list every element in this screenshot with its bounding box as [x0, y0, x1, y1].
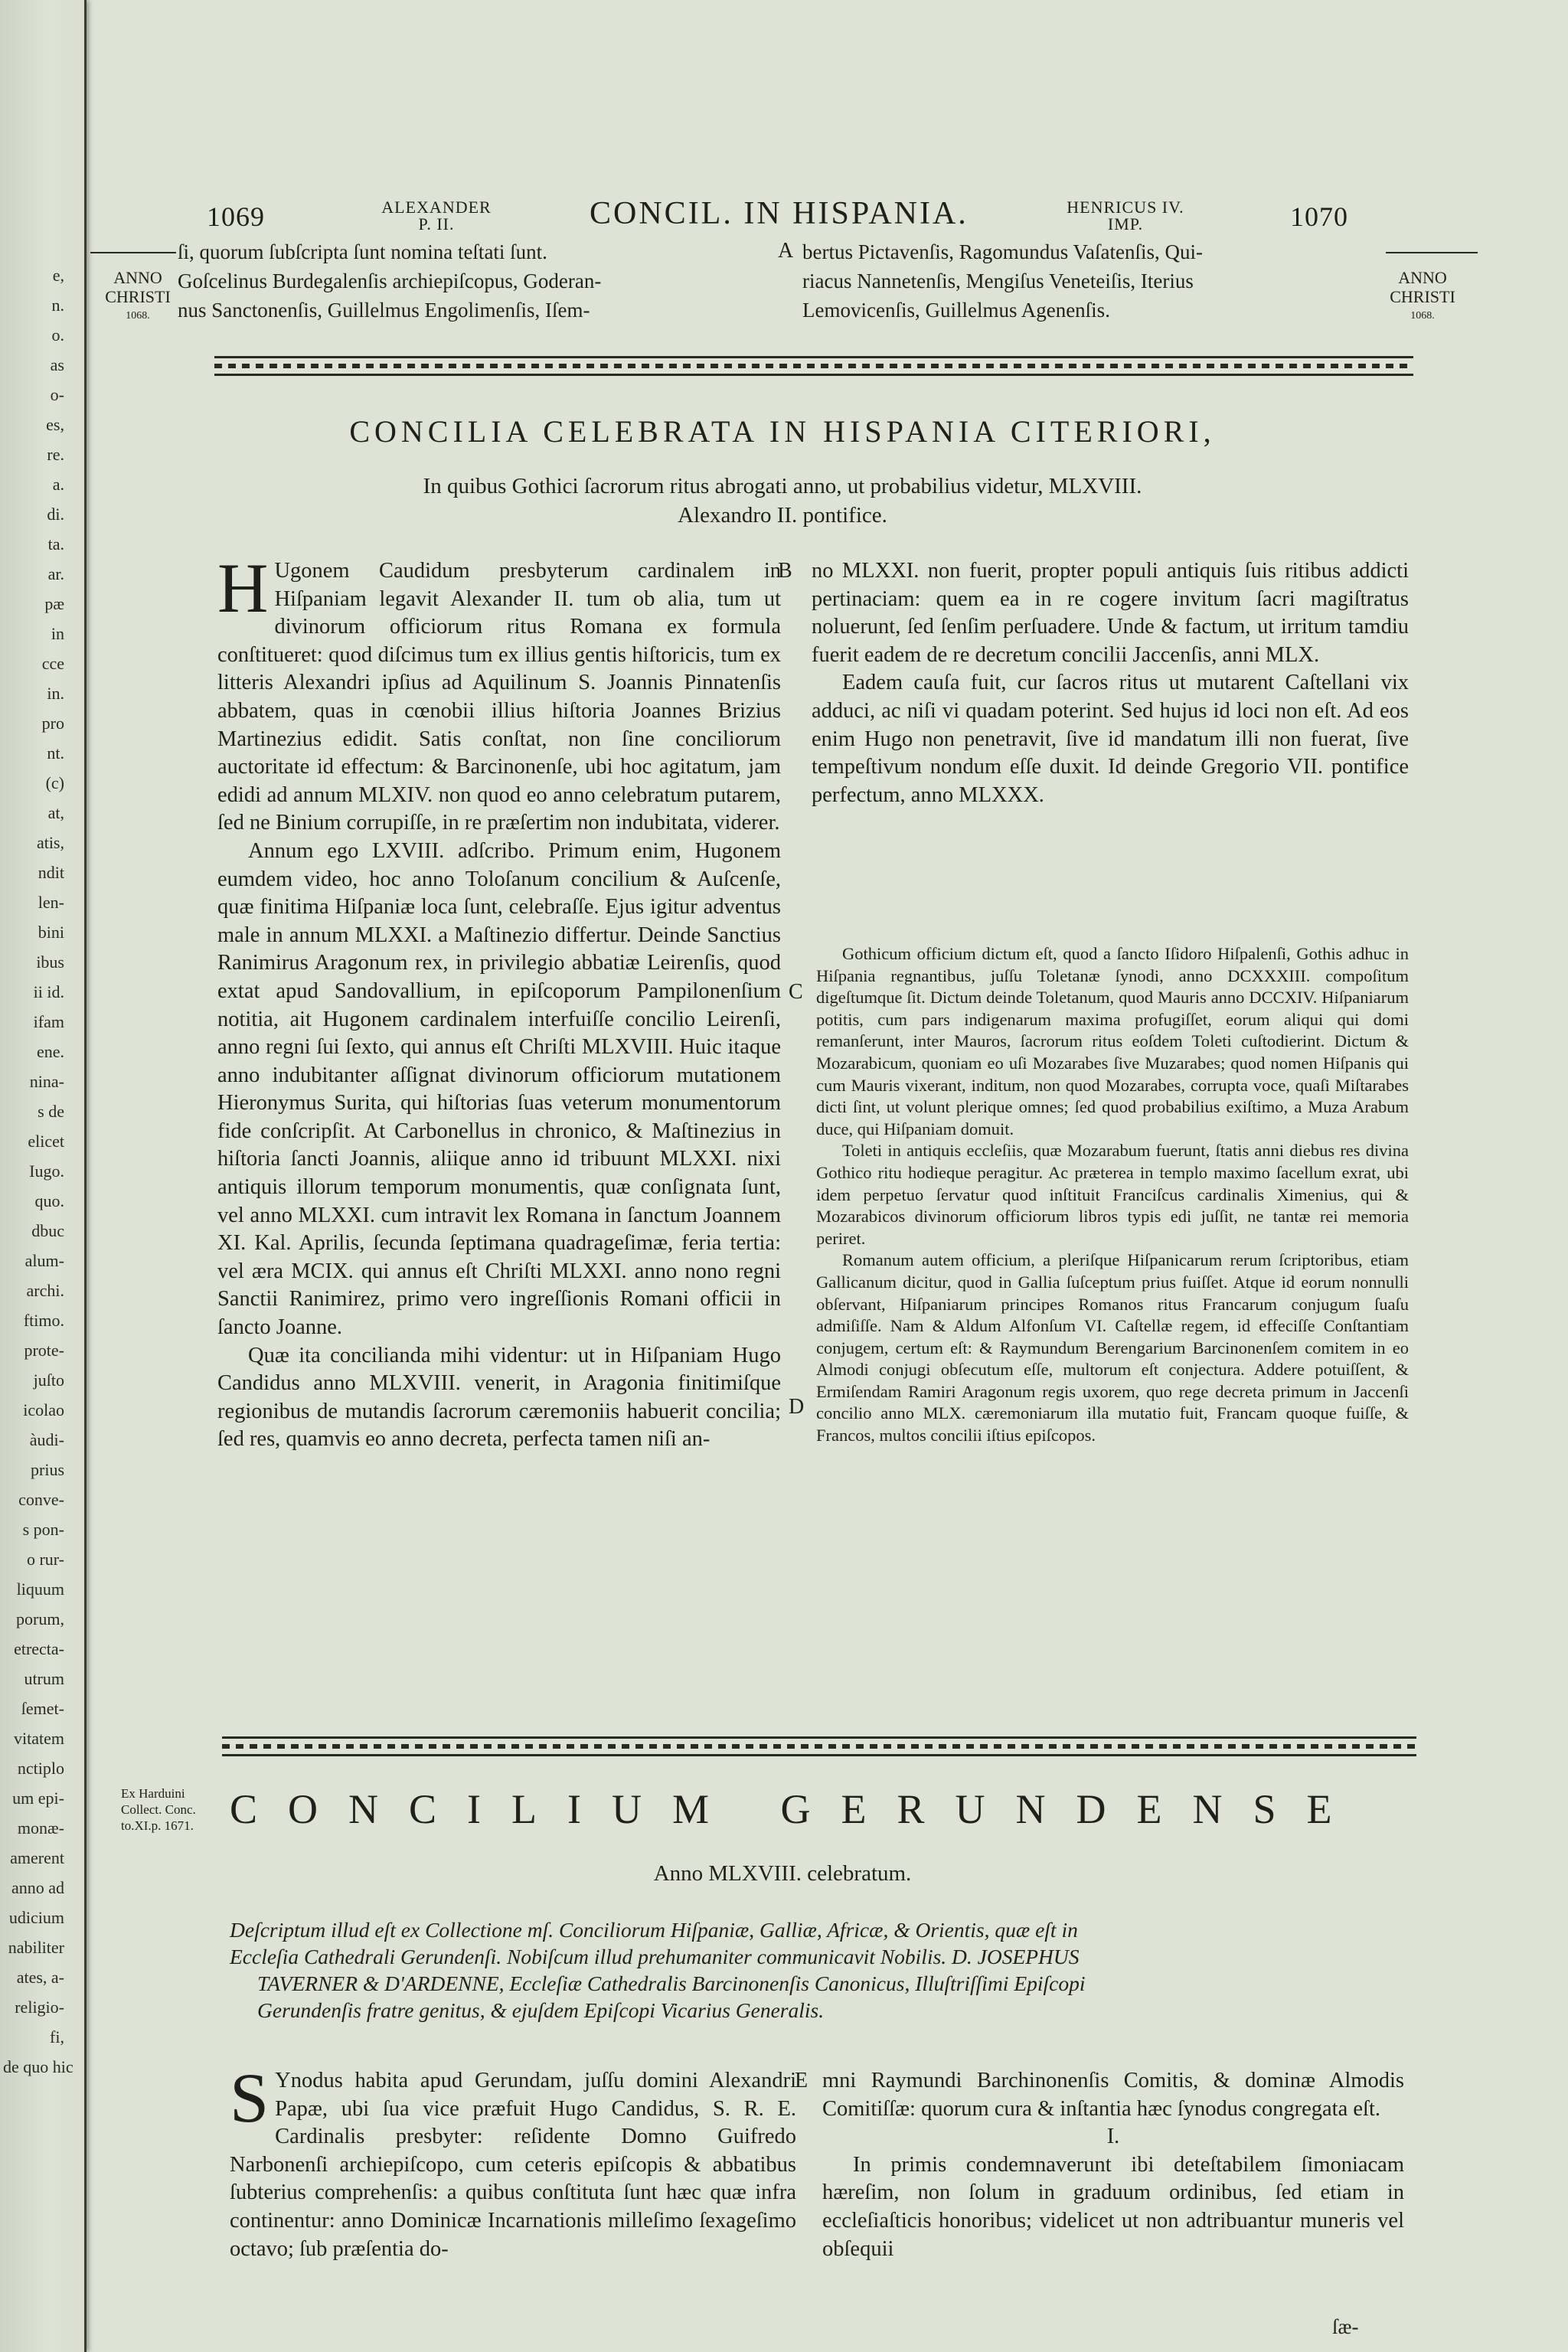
rule-left: [90, 252, 176, 253]
text-line: riacus Nannetenſis, Mengiſus Veneteiſis, Iterius: [802, 270, 1194, 292]
left-fragment-line: fi,: [50, 2027, 64, 2047]
ornamental-rule: [214, 356, 1413, 376]
paragraph-text: Ugonem Caudidum presbyterum cardinalem in Hiſpaniam legavit Alexander II. tum ob alia, tum ut divinorum officiorum ritus Romana ex formula conſtitueret: quod diſcimus tum ex illius gentis hiſtoricis, tum ex litteris Alexandri ipſius ad Aquilinum S. Joannis Pinnatenſis abbatem, quas in cœnobii illius hiſtoria Joannes Brizius Martinezius edidit. Satis conſtat, non ſine conciliorum auctoritate id effectum: & Barcinonenſe, ubi hoc agitatum, jam edidi ad annum MLXIV. non quod eo anno celebratum putarem, ſed ne Binium corrupiſſe, in re præſertim non indubitata, viderer.: [217, 559, 781, 835]
paragraph: Quæ ita concilianda mihi videntur: ut in Hiſpaniam Hugo Candidus anno MLXVIII. venerit, in Aragonia finitimiſque regionibus de mutandis ſacrorum cæremoniis habuerit concilia; ſed res, quamvis eo anno decreta, perfecta tamen niſi an-: [217, 1343, 781, 1452]
section-subtitle: [178, 472, 1387, 530]
intro-line: Gerundenſis fratre genitus, & ejuſdem Epiſcopi Vicarius Generalis.: [257, 1998, 825, 2022]
council-right-column: [822, 2067, 1404, 2263]
council-subtitle: Anno MLXVIII. celebratum.: [653, 1861, 912, 1886]
left-fragment-line: nina-: [29, 1072, 64, 1091]
drop-cap: H: [217, 549, 269, 627]
left-fragment-line: conve-: [18, 1490, 64, 1509]
left-fragment-line: (c): [45, 773, 64, 792]
left-fragment-line: pæ: [44, 594, 64, 613]
left-fragment-line: utrum: [24, 1669, 64, 1688]
year-label-right: [1384, 268, 1461, 325]
paragraph-text: Ynodus habita apud Gerundam, juſſu domini Alexandri Papæ, ubi ſua vice præfuit Hugo Candidus, S. R. E. Cardinalis presbyter: reſidente Domno Guifredo Narbonenſi archiepiſcopo, cum ceteris epiſcopis & abbatibus ſubterius comprehenſis: a quibus conſtituta ſunt hæc quæ infra continentur: anno Dominicæ Incarnationis milleſimo ſexageſimo octavo; ſub præſentia do-: [230, 2069, 796, 2261]
year-label-christi: CHRISTI: [1390, 287, 1455, 306]
section1-right-column: [812, 557, 1409, 809]
note-paragraph: Romanum autem officium, a pleriſque Hiſpanicarum rerum ſcriptoribus, etiam Gallicanum dicitur, quod in Gallia ſuſceptum prius fuiſſet. Atque id eorum nonnulli obſervant, Hiſpaniarum principes Romanos ritus Francarum conjugum ſuaſu admiſiſſe. Nam & Aldum Alfonſum VI. Caſtellæ regem, id effeciſſe Conſtantiam conjugem, certum eſt: & Raymundum Berengarium Barcinonenſem comitem in eo Almodi conjugi obſecutum eſſe, multorum eſt conjectura. Addere potuiſſent, & Ermiſendam Ramiri Aragonum regis uxorem, quo rege decreta primum in Jaccenſi concilio anno MLX. cæremoniarum illa mutatio fuit, Francam quoque fuiſſe, & Francos, multos concilii iſtius epiſcopos.: [816, 1250, 1409, 1446]
left-fragment-line: nt.: [47, 743, 64, 763]
left-fragment-line: at,: [47, 803, 64, 822]
left-fragment-line: es,: [46, 415, 64, 434]
left-fragment-line: liquum: [16, 1579, 64, 1599]
left-fragment-line: monæ-: [17, 1818, 64, 1838]
text-line: Lemovicenſis, Guillelmus Agenenſis.: [802, 299, 1110, 322]
left-fragment-line: e,: [52, 266, 64, 285]
subtitle-line: Alexandro II. pontifice.: [678, 503, 887, 528]
section1-left-column: [217, 549, 781, 1698]
catchword: ſæ-: [1332, 2315, 1359, 2338]
left-page-fragments: [3, 260, 74, 2082]
left-fragment-line: nctiplo: [17, 1759, 64, 1778]
header-right-column: [802, 237, 1384, 325]
left-fragment-line: cce: [41, 654, 64, 673]
source-line: Collect. Conc.: [121, 1802, 196, 1817]
left-fragment-line: ta.: [47, 534, 64, 554]
left-fragment-line: etrecta-: [14, 1639, 64, 1658]
left-fragment-line: prote-: [24, 1341, 64, 1360]
left-fragment-line: o.: [51, 325, 64, 345]
left-fragment-line: ates, a-: [16, 1968, 64, 1987]
left-fragment-line: Iugo.: [29, 1161, 64, 1181]
pope-number: P. II.: [418, 214, 455, 234]
page-number-right: 1070: [1290, 201, 1348, 232]
intro-line: Eccleſia Cathedrali Gerundenſi. Nobiſcum illud prehumaniter communicavit Nobilis. D. JOSEPHUS: [230, 1945, 1080, 1968]
left-fragment-line: ſemet-: [21, 1699, 64, 1718]
left-fragment-line: amerent: [10, 1848, 64, 1867]
left-fragment-line: elicet: [28, 1132, 64, 1151]
left-fragment-line: quo.: [34, 1191, 64, 1210]
council-title: CONCILIUM GERUNDENSE: [230, 1786, 1363, 1832]
intro-line: TAVERNER & D'ARDENNE, Eccleſiæ Cathedralis Barcinonenſis Canonicus, Illuſtriſſimi Epiſcopi: [257, 1971, 1086, 1995]
left-fragment-line: dbuc: [31, 1221, 64, 1240]
left-fragment-line: icolao: [23, 1400, 64, 1419]
left-fragment-line: len-: [38, 893, 64, 912]
left-fragment-line: in: [51, 624, 64, 643]
left-fragment-line: ar.: [47, 564, 64, 583]
left-fragment-line: ii id.: [33, 982, 64, 1001]
text-line: nus Sanctonenſis, Guillelmus Engolimenſis, Iſem-: [178, 299, 590, 322]
margin-marker-a: A: [778, 239, 794, 263]
left-fragment-line: anno ad: [11, 1878, 64, 1897]
canon-number: I.: [1106, 2125, 1120, 2149]
intro-line: Deſcriptum illud eſt ex Collectione mſ. Conciliorum Hiſpaniæ, Galliæ, Africæ, & Orientis, quæ eſt in: [230, 1918, 1078, 1942]
year-label-year: 1068.: [126, 310, 150, 322]
left-fragment-line: de quo hic: [3, 2057, 74, 2076]
paragraph: [217, 549, 781, 838]
rule-right: [1386, 252, 1478, 253]
emperor-heading: [1049, 199, 1202, 233]
year-label-anno: ANNO: [1398, 268, 1447, 287]
year-label-year: 1068.: [1410, 310, 1435, 322]
header-left-column: [178, 237, 795, 325]
emperor-name: HENRICUS IV.: [1067, 198, 1184, 217]
left-fragment-line: n.: [51, 296, 64, 315]
left-fragment-line: s pon-: [22, 1520, 64, 1539]
paragraph: In primis condemnaverunt ibi deteſtabilem ſimoniacam hæreſim, non ſolum in graduum ordinibus, ſed etiam in eccleſiaſticis honoribus; videlicet ut non adtribuantur muneris vel obſequii: [822, 2152, 1404, 2261]
council-introduction: [230, 1916, 1409, 2024]
left-fragment-line: bini: [38, 923, 64, 942]
text-line: bertus Pictavenſis, Ragomundus Vaſatenſis, Qui-: [802, 240, 1203, 263]
left-fragment-line: o rur-: [26, 1550, 64, 1569]
year-label-anno: ANNO: [113, 268, 162, 287]
paragraph: Eadem cauſa fuit, cur ſacros ritus ut mutarent Caſtellani vix adduci, ac niſi vi quadam poterint. Sed hujus id loci non eſt. Ad eos enim Hugo non penetravit, ſive id mandatum illi non fuerat, ſive tempeſtivum nondum eſſe duxit. Id deinde Gregorio VII. pontifice perfectum, anno MLXXX.: [812, 671, 1409, 807]
left-fragment-line: juſto: [33, 1370, 64, 1390]
left-fragment-line: um epi-: [12, 1788, 64, 1808]
emperor-title: IMP.: [1107, 214, 1144, 234]
margin-marker-e: E: [795, 2069, 808, 2092]
council-left-column: [230, 2059, 796, 2297]
source-line: to.XI.p. 1671.: [121, 1818, 194, 1833]
note-paragraph: Gothicum officium dictum eſt, quod a ſancto Iſidoro Hiſpalenſi, Gothis adhuc in Hiſpania regnantibus, juſſu Toletanæ ſynodi, anno DCXXXIII. compoſitum digeſtumque ſit. Dictum deinde Toletanum, quod Mauris anno DCCXIV. Hiſpaniarum potitis, cum pars indigenarum maxima profugiſſet, eorum aliqui qui domi remanſerunt, inter Mauros, ſacrorum ritus eoſdem Toleti cuſtodierint. Dictum & Mozarabicum, quoniam eo uſi Mozarabes ſive Muzarabes; quod nomen Hiſpanis qui cum Mauris vixerant, inditum, non quod Mozarabes, corrupta voce, quaſi Miſtarabes dicti ſint, ut volunt plerique omnes; ſed quod probabilius exiſtimo, a Muza Arabum duce, qui Hiſpaniam domuit.: [816, 944, 1409, 1138]
left-fragment-line: in.: [47, 684, 64, 703]
left-fragment-line: vitatem: [14, 1729, 64, 1748]
left-fragment-line: udicium: [8, 1908, 64, 1927]
paragraph: [230, 2059, 796, 2263]
left-fragment-line: ene.: [36, 1042, 64, 1061]
left-fragment-line: o-: [50, 385, 64, 404]
left-fragment-line: pro: [41, 714, 64, 733]
pope-name: ALEXANDER: [381, 198, 492, 217]
year-label-christi: CHRISTI: [105, 287, 171, 306]
text-line: Goſcelinus Burdegalenſis archiepiſcopus, Goderan-: [178, 270, 602, 292]
text-line: ſi, quorum ſubſcripta ſunt nomina teſtati ſunt.: [178, 240, 547, 263]
left-fragment-line: archi.: [26, 1281, 64, 1300]
left-fragment-line: ifam: [33, 1012, 64, 1031]
section-title: CONCILIA CELEBRATA IN HISPANIA CITERIORI,: [349, 414, 1216, 449]
drop-cap: S: [230, 2059, 270, 2137]
page-number-left: 1069: [207, 201, 265, 232]
left-fragment-line: ndit: [38, 863, 64, 882]
left-fragment-line: re.: [47, 445, 64, 464]
year-label-left: [100, 268, 176, 325]
source-line: Ex Harduini: [121, 1786, 185, 1801]
source-note: [121, 1785, 228, 1834]
left-fragment-line: a.: [52, 475, 64, 494]
paragraph: Annum ego LXVIII. adſcribo. Primum enim, Hugonem eumdem video, hoc anno Toloſanum concilium & Auſcenſe, quæ finitima Hiſpaniæ loca ſunt, celebraſſe. Ejus igitur adventus male in annum MLXXI. a Maſtinezio differtur. Deinde Sanctius Ranimirus Aragonum rex, in privilegio abbatiæ Leirenſis, quod extat apud Sandovallium, in epiſcoporum Pampilonenſium notitia, ait Hugonem cardinalem interfuiſſe concilio Leirenſi, anno regni ſui ſexto, qui annus eſt Chriſti MLXVIII. Huic itaque anno indubitanter aſſignat divinorum officiorum mutationem Hieronymus Surita, qui hiſtorias ſuas veterum monumentorum fide conſcripſit. At Carbonellus in chronico, & Maſtinezius in hiſtoria ſancti Joannis, aliique anno id tribuunt MLXXI. nixi antiquis illorum temporum monumentis, quæ conſignata ſunt, vel anno MLXXI. cum intravit lex Romana in ſanctum Joannem XI. Kal. Aprilis, ſecunda ſeptimana quadrageſimæ, feria tertia: vel æra MCIX. qui annus eſt Chriſti MLXXI. anno nono regni Sanctii Ranimirez, primo vero ingreſſionis Romani officii in ſancto Joanne.: [217, 838, 781, 1340]
left-fragment-line: nabiliter: [8, 1938, 64, 1957]
running-title: CONCIL. IN HISPANIA.: [590, 196, 969, 231]
margin-marker-b: B: [778, 559, 792, 583]
section1-notes: [816, 943, 1409, 1663]
left-fragment-line: ftimo.: [23, 1311, 64, 1330]
paragraph: mni Raymundi Barchinonenſis Comitis, & dominæ Almodis Comitiſſæ: quorum cura & inſtantia hæc ſynodus congregata eſt.: [822, 2069, 1404, 2121]
paragraph: no MLXXI. non fuerit, propter populi antiquis ſuis ritibus addicti pertinaciam: quem ea in re cogere invitum ſacri magiſtratus noluerunt, ſed ſenſim perſuadere. Unde & factum, ut irritum tamdiu fuerit eadem de re decretum concilii Jaccenſis, anni MLX.: [812, 559, 1409, 667]
ornamental-rule: [222, 1736, 1416, 1756]
margin-marker-c: C: [789, 980, 803, 1004]
pope-heading: [360, 199, 513, 233]
left-fragment-line: àudi-: [29, 1430, 64, 1449]
left-fragment-line: porum,: [16, 1609, 64, 1628]
left-fragment-line: s de: [38, 1102, 64, 1121]
left-fragment-line: ibus: [36, 952, 64, 972]
left-fragment-line: di.: [47, 505, 64, 524]
left-fragment-line: as: [50, 355, 64, 374]
left-fragment-line: alum-: [24, 1251, 64, 1270]
left-fragment-line: prius: [31, 1460, 64, 1479]
left-fragment-line: religio-: [15, 1998, 64, 2017]
note-paragraph: Toleti in antiquis eccleſiis, quæ Mozarabum fuerunt, ſtatis anni diebus res divina Gothico ritu hodieque peragitur. Ac præterea in templo maximo ſacellum exrat, ubi idem perpetuo ſervatur quod inſtituit Franciſcus cardinalis Ximenius, qui & Mozarabicos divinorum officiorum libros typis edi juſſit, ne tantæ rei memoria periret.: [816, 1141, 1409, 1248]
margin-marker-d: D: [789, 1395, 805, 1419]
left-fragment-line: atis,: [36, 833, 64, 852]
subtitle-line: In quibus Gothici ſacrorum ritus abrogati anno, ut probabilius videtur, MLXVIII.: [423, 474, 1142, 498]
